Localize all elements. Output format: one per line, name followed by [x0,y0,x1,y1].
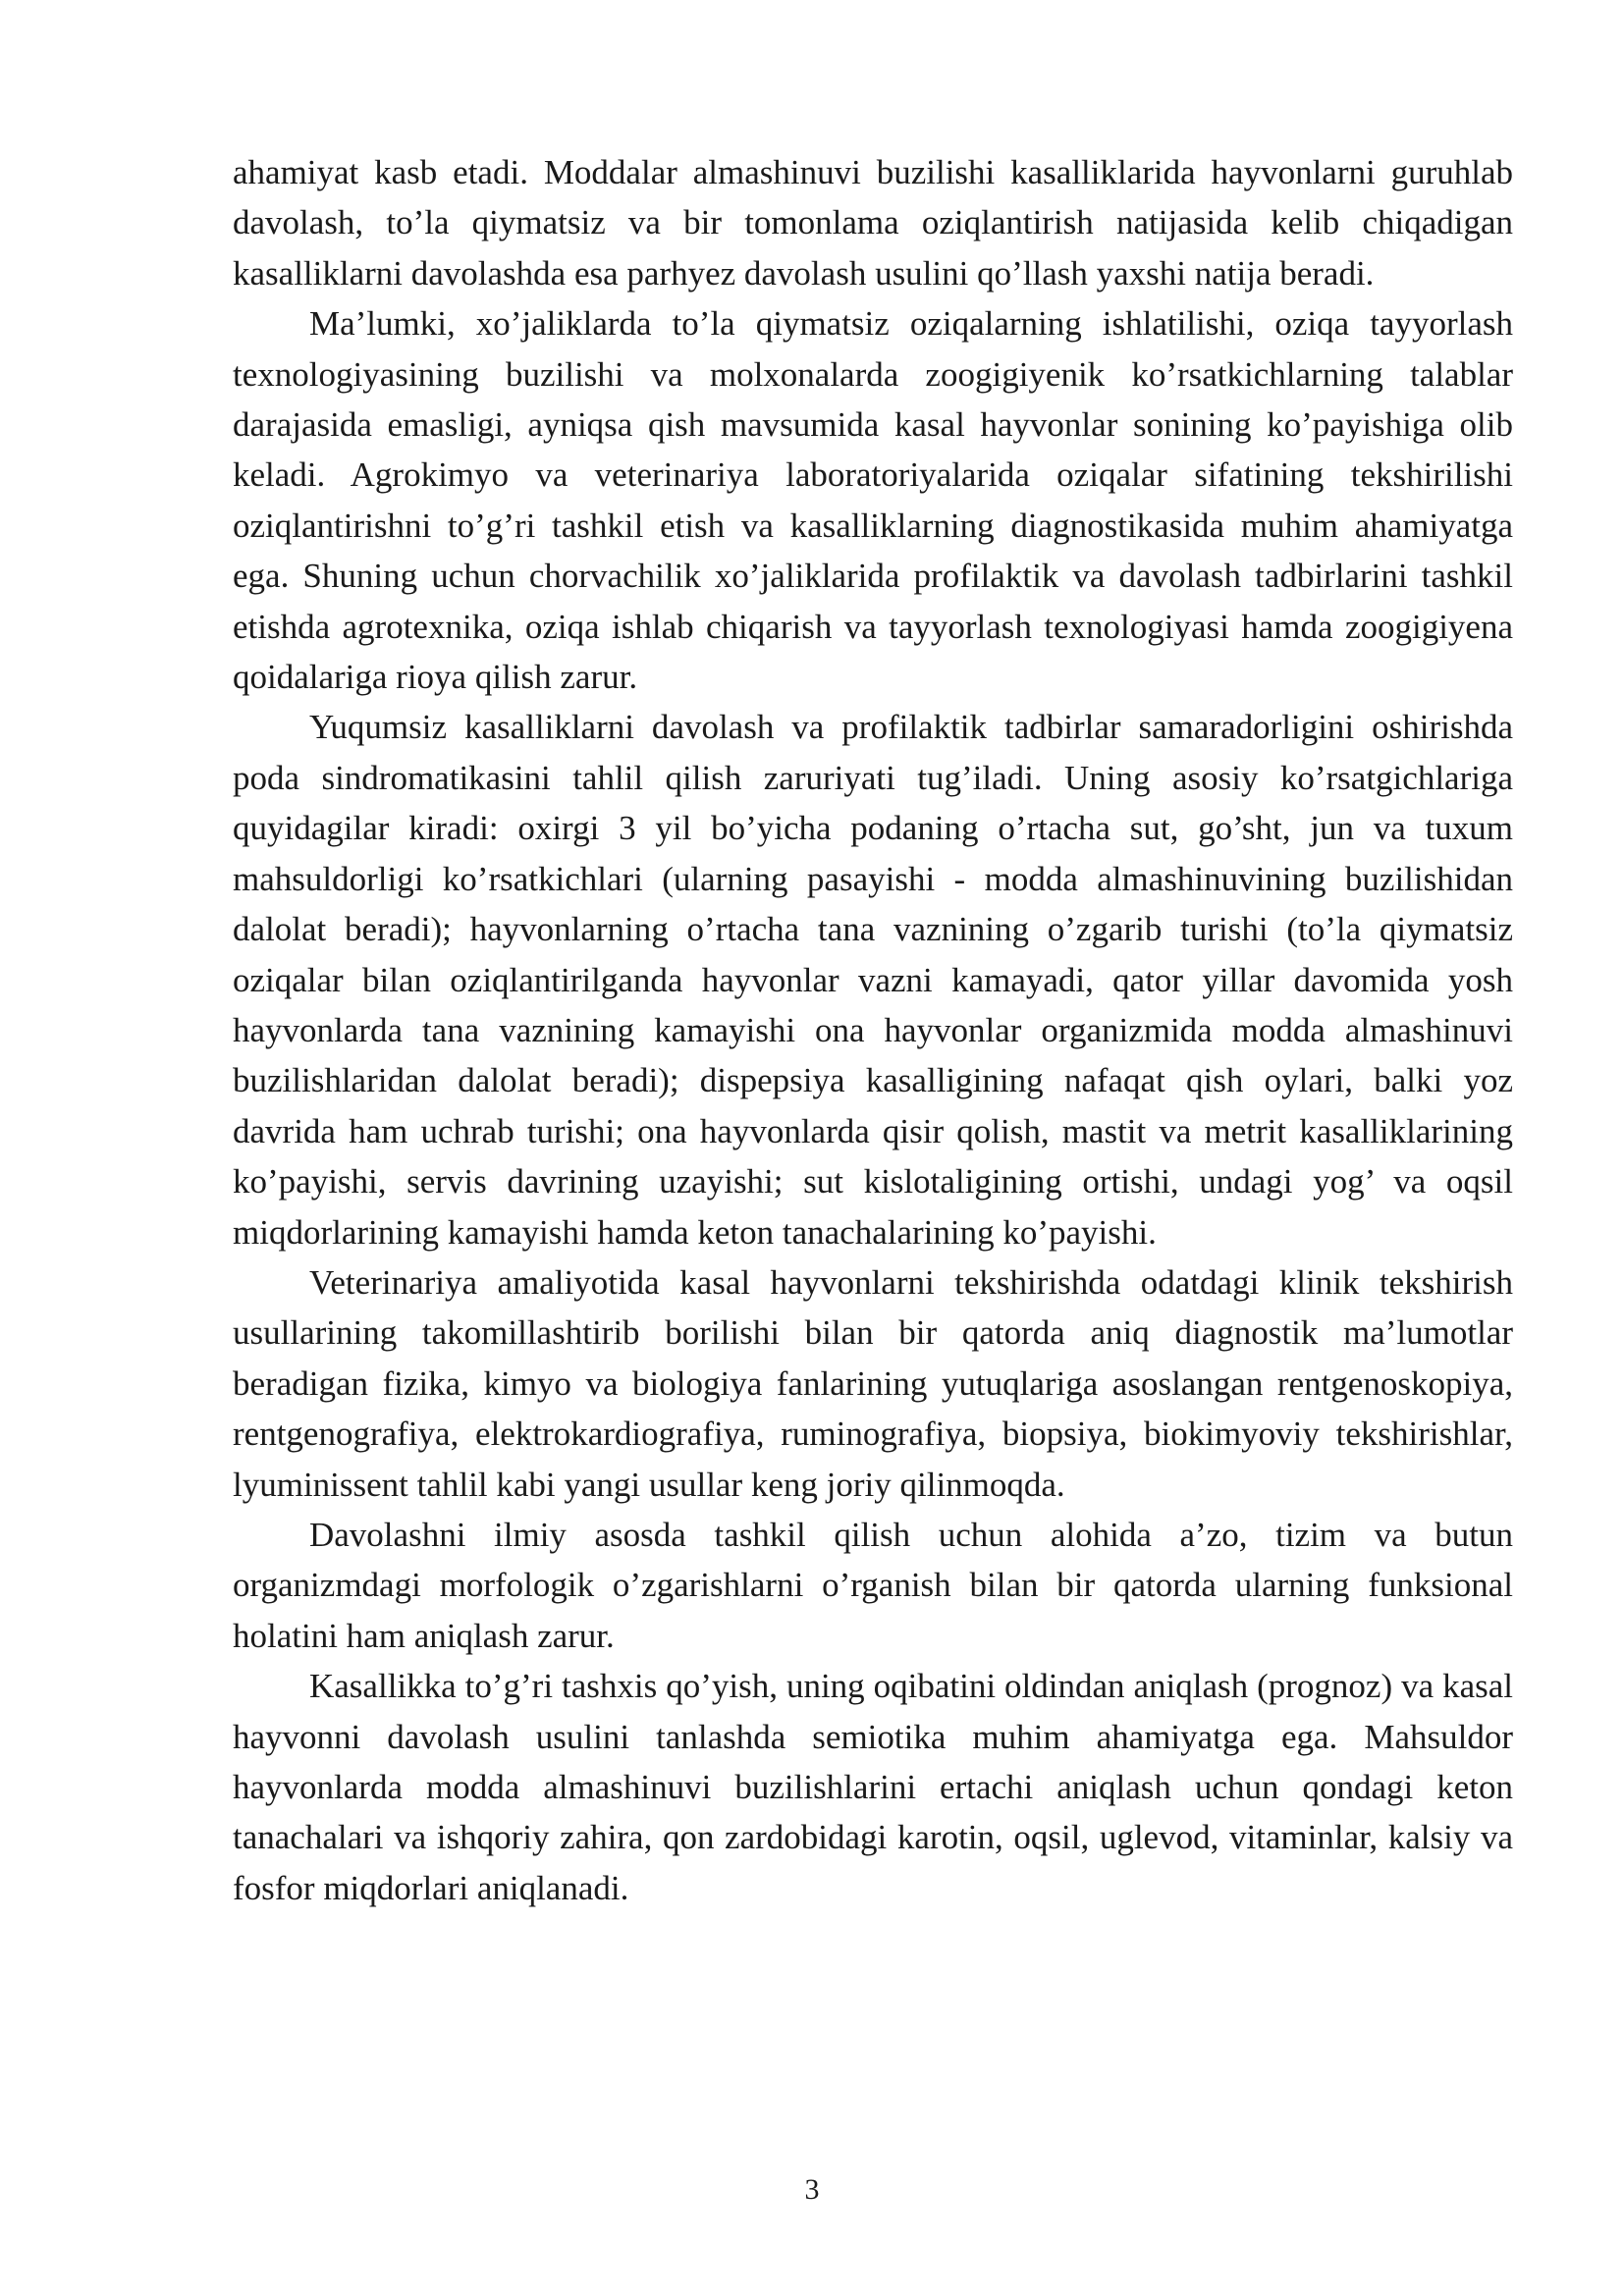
paragraph-scientific-treatment: Davolashni ilmiy asosda tashkil qilish uchun alohida a’zo, tizim va butun organizmdagi morfologik o’zgarishlarni o’rganish bilan bir qatorda ularning funksional holatini ham aniqlash zarur. [233,1515,1513,1655]
paragraph-continuation: ahamiyat kasb etadi. Moddalar almashinuvi buzilishi kasalliklarida hayvonlarni guruhlab davolash, to’la qiymatsiz va bir tomonlama oziqlantirish natijasida kelib chiqadigan kasalliklarni davolashda esa parhyez davolash usulini qo’llash yaxshi natija beradi. [233,153,1513,293]
page-number: 3 [804,2173,820,2206]
paragraph-semiotics: Kasallikka to’g’ri tashxis qo’yish, uning oqibatini oldindan aniqlash (prognoz) va kasal hayvonni davolash usulini tanlashda semiotika muhim ahamiyatga ega. Mahsuldor hayvonlarda modda almashinuvi buzilishlarini ertachi aniqlash uchun qondagi keton tanachalari va ishqoriy zahira, qon zardobidagi karotin, oqsil, uglevod, vitaminlar, kalsiy va fosfor miqdorlari aniqlanadi. [233,1667,1513,1907]
document-body [233,147,1513,1913]
paragraph-diagnostic-methods: Veterinariya amaliyotida kasal hayvonlarni tekshirishda odatdagi klinik tekshirish usullarining takomillashtirib borilishi bilan bir qatorda aniq diagnostik ma’lumotlar beradigan fizika, kimyo va biologiya fanlarining yutuqlariga asoslangan rentgenoskopiya, rentgenografiya, elektrokardiografiya, ruminografiya, biopsiya, biokimyoviy tekshirishlar, lyuminissent tahlil kabi yangi usullar keng joriy qilinmoqda. [233,1262,1513,1504]
paragraph-feeding-quality: Ma’lumki, xo’jaliklarda to’la qiymatsiz oziqalarning ishlatilishi, oziqa tayyorlash texnologiyasining buzilishi va molxonalarda zoogigiyenik ko’rsatkichlarning talablar darajasida emasligi, ayniqsa qish mavsumida kasal hayvonlar sonining ko’payishiga olib keladi. Agrokimyo va veterinariya laboratoriyalarida oziqalar sifatining tekshirilishi oziqlantirishni to’g’ri tashkil etish va kasalliklarning diagnostikasida muhim ahamiyatga ega. Shuning uchun chorvachilik xo’jaliklarida profilaktik va davolash tadbirlarini tashkil etishda agrotexnika, oziqa ishlab chiqarish va tayyorlash texnologiyasi hamda zoogigiyena qoidalariga rioya qilish zarur. [233,304,1513,697]
paragraph-herd-syndromatics: Yuqumsiz kasalliklarni davolash va profilaktik tadbirlar samaradorligini oshirishda poda sindromatikasini tahlil qilish zaruriyati tug’iladi. Uning asosiy ko’rsatgichlariga quyidagilar kiradi: oxirgi 3 yil bo’yicha podaning o’rtacha sut, go’sht, jun va tuxum mahsuldorligi ko’rsatkichlari (ularning pasayishi - modda almashinuvining buzilishidan dalolat beradi); hayvonlarning o’rtacha tana vaznining o’zgarib turishi (to’la qiymatsiz oziqalar bilan oziqlantirilganda hayvonlar vazni kamayadi, qator yillar davomida yosh hayvonlarda tana vaznining kamayishi ona hayvonlar organizmida modda almashinuvi buzilishlaridan dalolat beradi); dispepsiya kasalligining nafaqat qish oylari, balki yoz davrida ham uchrab turishi; ona hayvonlarda qisir qolish, mastit va metrit kasalliklarining ko’payishi, servis davrining uzayishi; sut kislotaligining ortishi, undagi yog’ va oqsil miqdorlarining kamayishi hamda keton tanachalarining ko’payishi. [233,708,1513,1252]
